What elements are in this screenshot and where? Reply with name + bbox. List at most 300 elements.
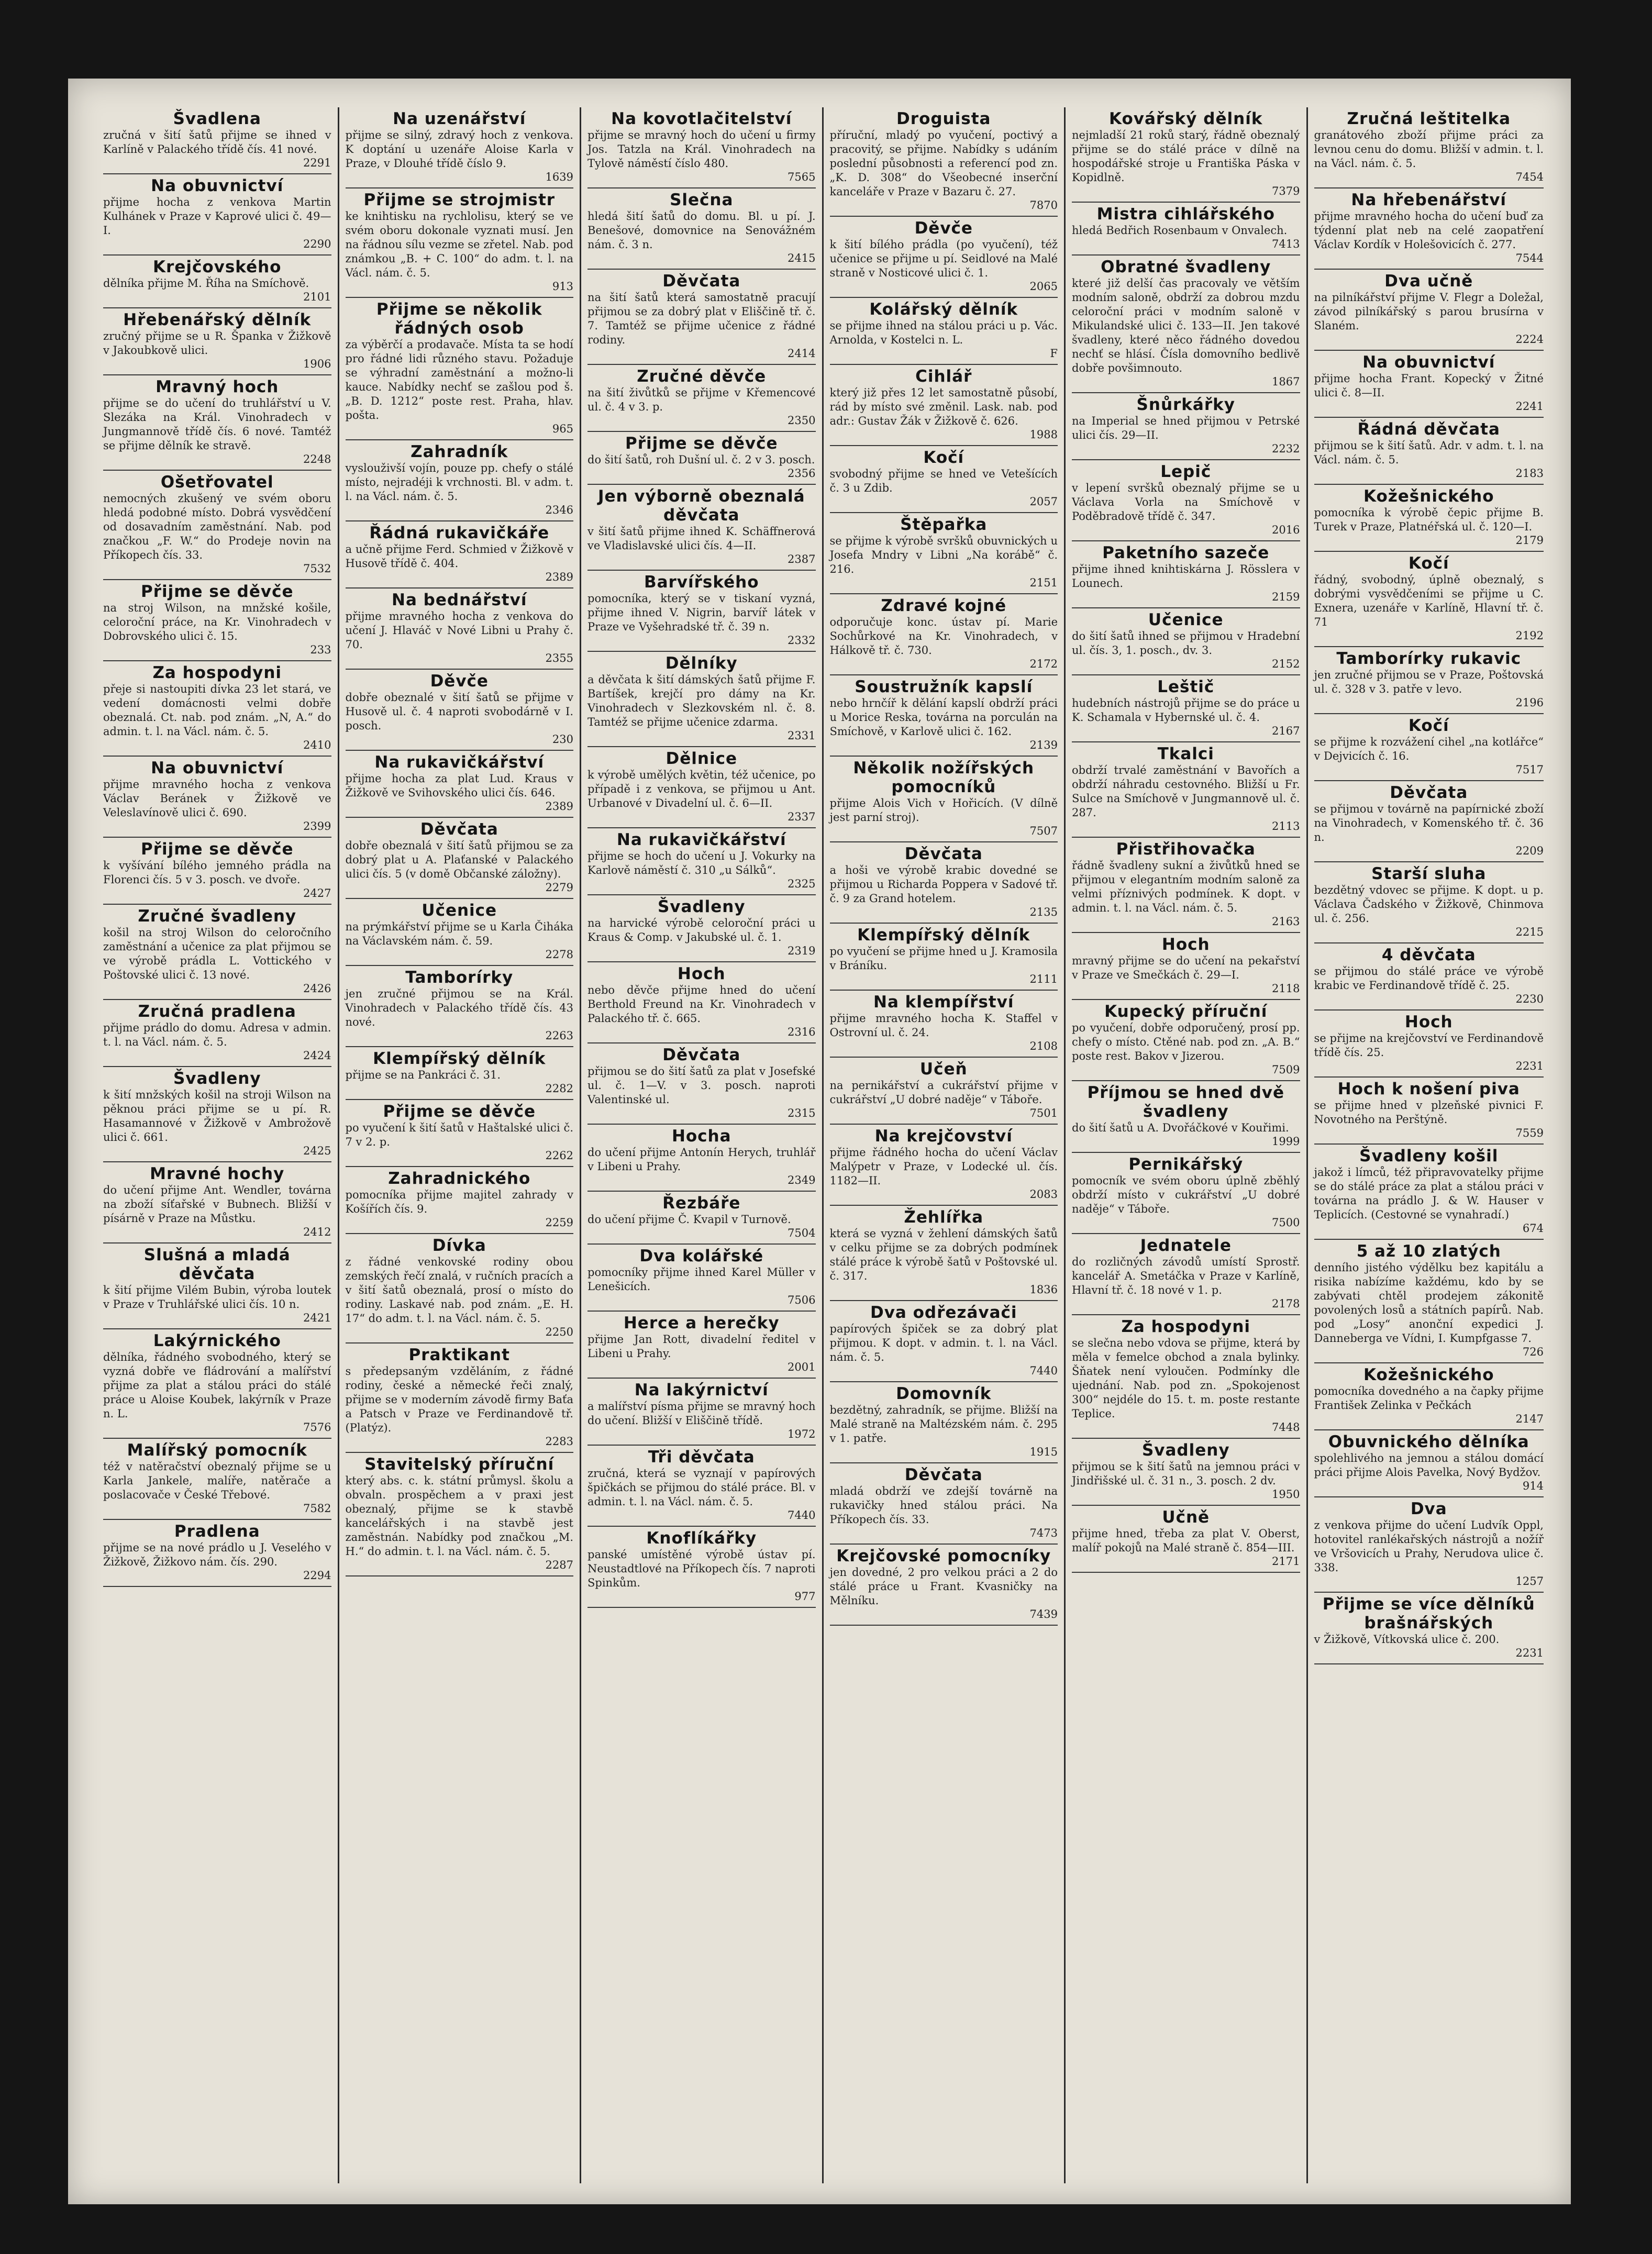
ad-heading: Tamborírky <box>405 968 514 987</box>
classified-ad <box>1314 781 1544 862</box>
ad-heading: Klempířský dělník <box>373 1049 546 1068</box>
ad-heading: Děvčata <box>662 1046 741 1064</box>
ad-text: na pernikářství a cukrářství přijme v cukrářství „U dobré naděje“ v Táboře. <box>829 1079 1058 1106</box>
ad-number: 2232 <box>1272 442 1300 455</box>
classified-ad <box>103 174 331 256</box>
ad-text: se přijme hned v plzeňské pivnici F. Novotného na Perštýně. <box>1314 1099 1544 1126</box>
ad-text: odporučuje konc. ústav pí. Marie Sochůrkové na Kr. Vinohradech, v Hálkově tř. č. 730. <box>829 616 1058 657</box>
ad-heading: Na lakýrnictví <box>634 1381 769 1400</box>
classified-ad <box>830 1545 1058 1626</box>
ad-number: 7500 <box>1272 1216 1300 1229</box>
ad-number: 1915 <box>1029 1446 1058 1458</box>
ad-heading: Slečna <box>670 191 734 209</box>
ad-number: 2355 <box>545 652 573 664</box>
ad-heading: Dva <box>1410 1500 1447 1518</box>
ad-number: 7440 <box>788 1509 816 1522</box>
classified-ad <box>1072 256 1300 393</box>
ad-heading: Na obuvnictví <box>151 176 284 195</box>
classified-ad <box>346 1100 574 1167</box>
ad-number: 2209 <box>1515 845 1544 857</box>
ad-heading: Kovářský dělník <box>1109 109 1263 128</box>
classified-ad <box>1072 1315 1300 1439</box>
classified-ad <box>830 1301 1058 1382</box>
ad-text: příruční, mladý po vyučení, poctivý a pracovitý, se přijme. Nabídky s udáním poslední působnosti a referencí pod zn. „K. D. 308“ do Všeobecné inserční kanceláře v Praze v Bazaru č. 27. <box>829 129 1058 198</box>
ad-number: 2291 <box>303 157 331 169</box>
ad-text: přijme se na Pankráci č. 31. <box>345 1069 501 1081</box>
classified-ad <box>1072 393 1300 460</box>
ad-text: papírových špiček se za dobrý plat přijmou. K dopt. v admin. t. l. na Václ. nám. č. 5. <box>829 1323 1058 1363</box>
ad-heading: Děvčata <box>904 845 983 863</box>
ad-number: 2231 <box>1515 1060 1544 1072</box>
ad-number: 2319 <box>788 945 816 957</box>
ad-number: 2108 <box>1029 1040 1058 1052</box>
ad-heading: Krejčovské pomocníky <box>836 1547 1051 1565</box>
ad-text: přijme mravného hocha do učení buď za týdenní plat neb na celé zaopatření Václav Kordík v Holešovicích č. 277. <box>1314 210 1544 251</box>
ad-number: 7576 <box>303 1421 331 1434</box>
ad-text: se přijmou v továrně na papírnické zboží na Vinohradech, v Komenského tř. č. 36 n. <box>1314 803 1544 843</box>
column-5 <box>1066 107 1308 2183</box>
ad-heading: 4 děvčata <box>1381 946 1476 964</box>
column-6 <box>1308 107 1550 2183</box>
ad-heading: 5 až 10 zlatých <box>1356 1242 1501 1261</box>
classified-ad <box>830 1058 1058 1125</box>
ad-text: se přijmou do stálé práce ve výrobě krabic ve Ferdinandově třídě č. 25. <box>1314 965 1544 992</box>
ad-heading: Malířský pomocník <box>127 1441 307 1460</box>
ad-heading: Učenice <box>422 901 497 920</box>
ad-number: 1906 <box>303 358 331 370</box>
classified-ad <box>1072 203 1300 256</box>
classified-ad <box>103 308 331 375</box>
classified-ad <box>1314 418 1544 485</box>
ad-text: v šití šatů přijme ihned K. Schäffnerová ve Vladislavské ulici čís. 4—II. <box>587 525 816 552</box>
ad-number: 1972 <box>788 1428 816 1440</box>
ad-number: 1988 <box>1029 428 1058 441</box>
ad-heading: Jen výborně obeznalá děvčata <box>597 487 805 525</box>
classified-ad <box>830 842 1058 924</box>
ad-text: z řádné venkovské rodiny obou zemských řečí znalá, v ručních pracích a v šití šatů obeznalá, prosí o místo do rodiny. Laskavé nab. pod znám. „E. H. 17“ do adm. t. l. na Václ. nám. č. 5. <box>345 1256 573 1325</box>
classified-ad <box>103 375 331 471</box>
ad-heading: Na bednářství <box>392 591 527 609</box>
classified-ad <box>103 1162 331 1243</box>
classified-ad <box>587 747 816 828</box>
ad-heading: Dva učně <box>1384 272 1473 291</box>
classified-ad <box>1314 351 1544 418</box>
ad-heading: Zdravé kojné <box>881 596 1007 615</box>
classified-ad <box>1072 608 1300 675</box>
ad-heading: Na obuvnictví <box>1362 353 1495 372</box>
ad-text: k vyšívání bílého jemného prádla na Florenci čís. 5 v 3. posch. ve dvoře. <box>103 859 331 886</box>
ad-number: 7454 <box>1515 171 1544 183</box>
classified-ad <box>1314 270 1544 351</box>
ad-number: 1639 <box>545 171 573 183</box>
classified-ad <box>1072 1506 1300 1573</box>
ad-text: do učení přijme Antonín Herych, truhlář v Libeni u Prahy. <box>587 1146 816 1173</box>
classified-ad <box>587 107 816 188</box>
ad-heading: Domovník <box>896 1384 992 1403</box>
classified-ad <box>346 1343 574 1453</box>
ad-heading: Mravný hoch <box>156 377 279 396</box>
ad-number: 2178 <box>1272 1297 1300 1310</box>
ad-text: pomocníka přijme majitel zahrady v Košířích čís. 9. <box>345 1189 573 1215</box>
classified-ad <box>1314 107 1544 188</box>
ad-text: po vyučení se přijme hned u J. Kramosila v Bráníku. <box>829 945 1058 972</box>
ad-text: která se vyzná v žehlení dámských šatů v celku přijme se za dobrých podmínek stálé práce k výrobě šatů v Poštovské ul. č. 317. <box>829 1227 1058 1282</box>
classified-ad <box>1072 675 1300 742</box>
ad-heading: Tkalci <box>1157 745 1214 763</box>
classified-ad <box>830 924 1058 991</box>
classified-ad <box>830 1382 1058 1463</box>
ad-heading: Zručné děvče <box>637 367 767 386</box>
ad-heading: Děvčata <box>420 820 498 839</box>
ad-text: zručná v šití šatů přijme se ihned v Karlíně v Palackého třídě čís. 41 nové. <box>103 129 331 156</box>
ad-text: přijmou se do šití šatů za plat v Josefské ul. č. 1—V. v 3. posch. naproti Valentinské ul. <box>587 1065 816 1106</box>
classified-ad <box>587 1192 816 1245</box>
ad-text: k výrobě umělých květin, též učenice, po případě i z venkova, se přijmou u Ant. Urbanové v Divadelní ul. č. 6—II. <box>587 769 816 809</box>
classified-ad <box>1314 1593 1544 1664</box>
ad-number: 2001 <box>788 1361 816 1373</box>
ad-text: nebo děvče přijme hned do učení Berthold Freund na Kr. Vinohradech v Palackého tř. č. 665. <box>587 984 816 1025</box>
ad-heading: Děvče <box>914 219 973 238</box>
ad-text: a malířství písma přijme se mravný hoch do učení. Bližší v Eliščině třídě. <box>587 1400 816 1427</box>
ad-heading: Hoch k nošení piva <box>1337 1080 1520 1098</box>
classified-ad <box>1314 1240 1544 1363</box>
ad-number: 2147 <box>1515 1413 1544 1425</box>
ad-number: 7532 <box>303 562 331 575</box>
ad-heading: Obuvnického dělníka <box>1328 1433 1529 1451</box>
ad-heading: Řezbáře <box>662 1194 741 1213</box>
ad-text: mladá obdrží ve zdejší továrně na rukavičky hned stálou práci. Na Příkopech čís. 33. <box>829 1485 1058 1526</box>
classified-ad <box>1072 541 1300 608</box>
classified-ad <box>587 828 816 895</box>
ad-number: 7413 <box>1272 238 1300 250</box>
ad-text: dělníka, řádného svobodného, který se vyzná dobře ve fládrování a malířství přijme za plat a stálou práci do stálé práce u Aloise Koubek, lakýrník v Praze n. L. <box>103 1351 331 1420</box>
classified-ad <box>587 571 816 652</box>
ad-text: po vyučení, dobře odporučený, prosí pp. chefy o místo. Ctěné nab. pod zn. „A. B.“ poste rest. Bakov v Jizerou. <box>1072 1021 1300 1062</box>
classified-ad <box>830 757 1058 842</box>
ad-number: 2259 <box>545 1216 573 1229</box>
ad-heading: Děvčata <box>1390 783 1468 802</box>
ad-text: bezdětný vdovec se přijme. K dopt. u p. Václava Čadského v Žižkově, Chinmova ul. č. 256. <box>1314 884 1544 925</box>
ad-number: 2332 <box>788 634 816 647</box>
ad-heading: Dělníky <box>665 654 738 673</box>
ad-text: přijme se silný, zdravý hoch z venkova. K doptání u uzenáře Aloise Karla v Praze, v Dlouhé třídě číslo 9. <box>345 129 573 170</box>
classified-ad <box>587 485 816 571</box>
ad-number: 230 <box>552 733 573 746</box>
ad-number: 1836 <box>1029 1283 1058 1296</box>
ad-heading: Zručná pradlena <box>138 1002 296 1021</box>
classified-ad <box>587 1379 816 1446</box>
column-4 <box>824 107 1066 2183</box>
ad-text: pomocník ve svém oboru úplně zběhlý obdrží místo v cukrářství „U dobré naděje“ v Táboře. <box>1072 1174 1300 1215</box>
ad-heading: Na klempířství <box>873 993 1014 1012</box>
ad-number: 2016 <box>1272 524 1300 536</box>
ad-number: 1999 <box>1272 1135 1300 1148</box>
classified-ad <box>830 594 1058 675</box>
ad-text: do rozličných závodů umístí Sprostř. kancelář A. Smetáčka v Praze v Karlíně, Hlavní tř. č. 18 nové v 1. p. <box>1072 1256 1300 1296</box>
ad-heading: Řádná rukavičkáře <box>369 524 550 542</box>
ad-heading: Zahradník <box>411 442 508 461</box>
column-2 <box>339 107 582 2183</box>
classified-ad <box>587 1446 816 1527</box>
ad-text: se přijme k rozvážení cihel „na kotlářce“ v Dejvicích č. 16. <box>1314 736 1544 762</box>
ad-number: 7473 <box>1029 1527 1058 1539</box>
ad-text: obdrží trvalé zaměstnání v Bavořích a obdrží náhradu cestovného. Bližší u Fr. Sulce na Smíchově v Jungmannově ul. č. 287. <box>1072 764 1300 819</box>
ad-number: 233 <box>310 643 331 656</box>
ad-number: 2350 <box>788 414 816 427</box>
ad-heading: Učně <box>1162 1508 1210 1527</box>
ad-text: ke knihtisku na rychlolisu, který se ve svém oboru dokonale vyznati musí. Jen na řádnou sílu vezme se zřetel. Nab. pod známkou „B. + C. 100“ do adm. t. l. na Václ. nám. č. 5. <box>345 210 573 279</box>
classified-ad <box>830 365 1058 446</box>
ad-text: jen zručné přijmou se na Král. Vinohradech v Palackého třídě čís. 43 nové. <box>345 987 573 1028</box>
classified-ad <box>346 188 574 298</box>
ad-heading: Děvčata <box>904 1465 983 1484</box>
ad-number: 2241 <box>1515 400 1544 413</box>
ad-heading: Švadleny <box>657 897 746 916</box>
classified-ad <box>103 1520 331 1587</box>
ad-number: 2415 <box>788 252 816 264</box>
ad-heading: Pernikářský <box>1128 1155 1244 1174</box>
classified-ad <box>1072 838 1300 933</box>
ad-heading: Leštič <box>1157 678 1215 696</box>
ad-text: v lepení svršků obeznalý přijme se u Václava Vorla na Smíchově v Poděbradově třídě č. 347. <box>1072 482 1300 523</box>
classified-ad <box>1314 714 1544 781</box>
ad-text: přijme hocha Frant. Kopecký v Žitné ulici č. 8—II. <box>1314 372 1544 399</box>
ad-text: které již delší čas pracovaly ve větším modním saloně, obdrží za dobrou mzdu celoroční práci v modním saloně v Mikulandské ulici č. 133—II. Jen takové švadleny, které něco řádného dovedou nechť se hlásí. Čísla domovního bedlivě dobře povšimnouto. <box>1072 277 1300 374</box>
ad-number: 7507 <box>1029 825 1058 837</box>
classified-ad <box>103 107 331 174</box>
classified-ad <box>587 365 816 432</box>
ad-number: 2279 <box>545 881 573 894</box>
ad-heading: Několik nožířských pomocníků <box>853 759 1035 796</box>
classified-ad <box>1314 1145 1544 1240</box>
ad-text: přijme hocha za plat Lud. Kraus v Žižkově ve Svihovského ulici čís. 646. <box>345 772 573 799</box>
ad-number: 2183 <box>1515 467 1544 480</box>
ad-heading: Herce a herečky <box>623 1314 780 1333</box>
ad-number: 913 <box>552 280 573 293</box>
ad-number: 2424 <box>303 1049 331 1062</box>
classified-ad <box>1314 1363 1544 1430</box>
ad-heading: Přijme se děvče <box>383 1102 536 1121</box>
ad-heading: Kolářský dělník <box>869 300 1018 319</box>
ad-number: 2278 <box>545 948 573 961</box>
ad-heading: Řádná děvčata <box>1357 420 1500 439</box>
ad-number: 2151 <box>1029 576 1058 589</box>
classified-ad <box>1314 485 1544 552</box>
classified-ad <box>103 1243 331 1329</box>
ad-text: též v natěračství obeznalý přijme se u Karla Jankele, malíře, natěrače a poslacovače v České Třebové. <box>103 1460 331 1501</box>
classified-ad <box>830 217 1058 298</box>
classified-ad <box>103 838 331 905</box>
ad-heading: Hoch <box>1404 1013 1453 1031</box>
ad-text: s předepsaným vzděláním, z řádné rodiny, české a německé řeči znalý, přijme se v moderním závodě firmy Baťa a Patsch v Praze ve Ferdinandově tř. (Platýz). <box>345 1365 573 1434</box>
ad-number: 2135 <box>1029 906 1058 918</box>
ad-number: 2167 <box>1272 725 1300 737</box>
ad-heading: Hocha <box>671 1127 731 1146</box>
classified-ad <box>1072 933 1300 1000</box>
classified-ad <box>346 751 574 818</box>
ad-heading: Kožešnického <box>1363 487 1494 506</box>
classified-ad <box>346 1453 574 1576</box>
ad-text: na Imperial se hned přijmou v Petrské ulici čís. 29—II. <box>1072 415 1300 441</box>
ad-text: na stroj Wilson, na mnžské košile, celoroční práce, na Kr. Vinohradech v Dobrovského ulici č. 15. <box>103 602 331 642</box>
classified-ad <box>830 1125 1058 1206</box>
ad-heading: Na hřebenářství <box>1351 191 1507 209</box>
ad-heading: Učenice <box>1148 610 1224 629</box>
ad-text: jakož i límců, též připravovatelky přijme se do stálé práce za plat a stálou práci v továrna na prádlo J. & W. Hauser v Teplicích. (Cestovné se vynahradí.) <box>1314 1166 1544 1221</box>
classified-ad <box>103 661 331 757</box>
ad-number: 2290 <box>303 238 331 250</box>
ad-text: bezdětný, zahradník, se přijme. Bližší na Malé straně na Maltézském nám. č. 295 v 1. patře. <box>829 1404 1058 1445</box>
ad-text: denního jistého výdělku bez kapitálu a risika nabízíme každému, kdo by se zabývati chtěl prodejem zákonitě povolených losů a státních papírů. Nab. pod „Losy“ anonční expedici J. Danneberga ve Vídni, I. Kumpfgasse 7. <box>1314 1261 1544 1345</box>
classified-ad <box>1072 1234 1300 1315</box>
ad-number: 2410 <box>303 739 331 751</box>
ad-number: 2316 <box>788 1026 816 1038</box>
ad-number: 7870 <box>1029 199 1058 212</box>
ad-heading: Přijme se více dělníků brašnářských <box>1322 1595 1535 1633</box>
ad-text: z venkova přijme do učení Ludvík Oppl, hotovitel ranlékařských nástrojů a nožíř ve Vršovicích u Prahy, Nerudova ulice č. 338. <box>1314 1519 1544 1574</box>
ad-number: 914 <box>1522 1480 1544 1492</box>
ad-number: 2389 <box>545 571 573 583</box>
classified-ad <box>1314 1078 1544 1145</box>
ad-text: přijme hocha z venkova Martin Kulhánek v Praze v Kaprové ulici č. 49—I. <box>103 196 331 237</box>
ad-heading: Na rukavičkářství <box>616 830 786 849</box>
classified-ad <box>587 432 816 485</box>
ad-heading: Za hospodyni <box>1121 1317 1251 1336</box>
ad-text: pomocníka dovedného a na čapky přijme František Zelinka v Pečkách <box>1314 1385 1544 1412</box>
ad-heading: Učeň <box>919 1060 968 1079</box>
ad-number: 7379 <box>1272 185 1300 197</box>
ad-number: 2399 <box>303 820 331 832</box>
ad-text: k šití mnžských košil na stroji Wilson na pěknou práci přijme se u pí. R. Hasamannové v Žižkově v Ambrožově ulici č. 661. <box>103 1089 331 1143</box>
ad-number: 2349 <box>788 1174 816 1186</box>
ad-number: 7501 <box>1029 1107 1058 1119</box>
ad-heading: Jednatele <box>1140 1236 1232 1255</box>
ad-text: řádný, svobodný, úplně obeznalý, s dobrými vysvědčeními se přijme u C. Exnera, uzenáře v Karlíně, Hlavní tř. č. 71 <box>1314 573 1544 628</box>
ad-text: dobře obeznalé v šití šatů se přijme v Husově ul. č. 4 naproti svobodárně v I. posch. <box>345 691 573 732</box>
ad-text: přijme se mravný hoch do učení u firmy Jos. Tatzla na Král. Vinohradech na Tylově náměstí číslo 480. <box>587 129 816 170</box>
classified-ad <box>830 298 1058 365</box>
ad-text: pomocníka k výrobě čepic přijme B. Turek v Praze, Platnéřská ul. č. 120—I. <box>1314 506 1544 533</box>
classified-ad <box>587 270 816 365</box>
ad-number: 2192 <box>1515 629 1544 642</box>
ad-heading: Stavitelský příruční <box>364 1455 555 1474</box>
ad-text: který abs. c. k. státní průmysl. školu a obvaln. prospěchem a v praxi jest obeznalý, přijme se k stavbě kancelářských i na stavbě jest zaměstnán. Nabídky pod značkou „M. H.“ do admin. t. l. na Václ. nám. č. 5. <box>345 1474 573 1558</box>
ad-heading: Švadlena <box>173 109 261 128</box>
ad-text: dobře obeznalá v šití šatů přijmou se za dobrý plat u A. Plaťanské v Palackého ulici čís. 5 (v domě Občanské záložny). <box>345 839 573 880</box>
ad-heading: Žehlířka <box>904 1208 984 1227</box>
ad-heading: Lepič <box>1160 462 1212 481</box>
ad-heading: Přijme se děvče <box>141 840 294 859</box>
ad-heading: Švadleny <box>173 1069 261 1088</box>
ad-heading: Tamborírky rukavic <box>1336 649 1522 668</box>
classified-ad <box>587 962 816 1043</box>
ad-number: 2412 <box>303 1226 331 1238</box>
ad-text: přijme mravného hocha z venkova do učení J. Hlaváč v Nové Libni u Prahy č. 70. <box>345 610 573 651</box>
ad-text: jen dovedné, 2 pro velkou práci a 2 do stálé práce u Frant. Kvasničky na Mělníku. <box>829 1566 1058 1607</box>
ad-heading: Pradlena <box>174 1522 260 1541</box>
classified-ad <box>1072 1000 1300 1081</box>
classified-ad <box>103 471 331 580</box>
ad-text: přijme se na nové prádlo u J. Veselého v Žižkově, Žižkovo nám. čís. 290. <box>103 1541 331 1568</box>
classified-ad <box>587 1245 816 1312</box>
ad-number: 2389 <box>545 800 573 813</box>
ad-heading: Přijme se děvče <box>141 582 294 601</box>
ad-heading: Na krejčovství <box>874 1127 1013 1146</box>
ad-text: přijme Jan Rott, divadelní ředitel v Libeni u Prahy. <box>587 1333 816 1360</box>
ad-text: a hoši ve výrobě krabic dovedné se přijmou u Richarda Poppera v Sadové tř. č. 9 za Grand hotelem. <box>829 864 1058 905</box>
classified-ad <box>346 298 574 440</box>
ad-heading: Hoch <box>677 964 726 983</box>
ad-text: do učení přijme Ant. Wendler, továrna na zboží síťařské v Bubnech. Bližší v písárně v Praze na Můstku. <box>103 1184 331 1225</box>
ad-number: 2287 <box>545 1559 573 1571</box>
ad-text: pomocníka, který se v tiskaní vyzná, přijme ihned V. Nigrin, barvíř látek v Praze ve Vyšehradské tř. č. 39 n. <box>587 592 816 633</box>
ad-heading: Barvířského <box>644 573 759 592</box>
ad-heading: Zručné švadleny <box>138 907 297 926</box>
ad-text: na harvické výrobě celoroční práci u Kraus & Comp. v Jakubské ul. č. 1. <box>587 917 816 943</box>
ad-heading: Slušná a mladá děvčata <box>143 1246 291 1283</box>
classified-ad <box>830 107 1058 217</box>
classified-ad <box>103 1000 331 1067</box>
ad-number: 7517 <box>1515 763 1544 776</box>
ad-heading: Ošetřovatel <box>160 473 274 492</box>
ad-number: F <box>1050 347 1058 360</box>
ad-heading: Příjmou se hned dvě švadleny <box>1087 1083 1285 1121</box>
classified-columns <box>97 107 1550 2183</box>
classified-ad <box>346 966 574 1047</box>
classified-ad <box>587 1125 816 1192</box>
ad-number: 7440 <box>1029 1364 1058 1377</box>
ad-heading: Kočí <box>1408 716 1449 735</box>
ad-text: zručný přijme se u R. Španka v Žižkově v Jakoubkově ulici. <box>103 330 331 357</box>
ad-text: hledá šití šatů do domu. Bl. u pí. J. Benešové, domovnice na Senovážném nám. č. 3 n. <box>587 210 816 251</box>
ad-number: 7448 <box>1272 1421 1300 1434</box>
classified-ad <box>830 675 1058 757</box>
ad-heading: Štěpařka <box>900 515 988 534</box>
ad-text: přijmou se k šití šatů na jemnou práci v Jindřišské ul. č. 31 n., 3. posch. 2 dv. <box>1072 1460 1300 1487</box>
classified-ad <box>346 899 574 966</box>
ad-text: se přijme k výrobě svršků obuvnických u Josefa Mndry v Libni „Na korábě“ č. 216. <box>829 535 1058 575</box>
ad-heading: Dva odřezávači <box>870 1303 1017 1322</box>
ad-text: na šití živůtků se přijme v Křemencové ul. č. 4 v 3. p. <box>587 386 816 413</box>
classified-ad <box>346 1167 574 1234</box>
classified-ad <box>1072 107 1300 203</box>
ad-number: 2331 <box>788 729 816 742</box>
ad-heading: Švadleny <box>1141 1441 1230 1460</box>
ad-heading: Starší sluha <box>1371 864 1487 883</box>
ad-text: se slečna nebo vdova se přijme, která by měla v femelce obchod a znala bylinky. Šňatek není vyloučen. Podmínky dle ujednání. Nab. pod zn. „Spokojenost 300“ nejdéle do 15. t. m. poste restante Teplice. <box>1072 1337 1300 1420</box>
classified-ad <box>1072 742 1300 838</box>
classified-ad <box>1314 647 1544 714</box>
classified-ad <box>587 895 816 962</box>
ad-number: 2139 <box>1029 739 1058 751</box>
ad-text: na šití šatů která samostatně pracují přijmou se za dobrý plat v Eliščině tř. č. 7. Tamtéž se přijme učenice z řádné rodiny. <box>587 291 816 346</box>
ad-heading: Hoch <box>1161 935 1210 954</box>
ad-heading: Děvčata <box>662 272 741 291</box>
ad-text: přijme ihned knihtiskárna J. Rösslera v Lounech. <box>1072 563 1300 590</box>
ad-number: 2179 <box>1515 534 1544 547</box>
classified-ad <box>830 513 1058 594</box>
ad-number: 2083 <box>1029 1188 1058 1201</box>
ad-heading: Děvče <box>430 672 489 691</box>
ad-heading: Hřebenářský dělník <box>123 310 312 329</box>
classified-ad <box>346 1047 574 1100</box>
ad-number: 2262 <box>545 1149 573 1162</box>
ad-text: do učení přijme Č. Kvapil v Turnově. <box>587 1213 791 1226</box>
ad-text: mravný přijme se do učení na pekařství v Praze ve Smečkách č. 29—I. <box>1072 954 1300 981</box>
ad-number: 7559 <box>1515 1127 1544 1139</box>
ad-text: za výběrčí a prodavače. Místa ta se hodí pro řádné lidi různého stavu. Požaduje se výhradní zaměstnání a možno-li kauce. Nabídky nechť se zašlou pod š. „B. D. 1212“ poste rest. Praha, hlav. pošta. <box>345 338 573 421</box>
classified-ad <box>346 670 574 751</box>
